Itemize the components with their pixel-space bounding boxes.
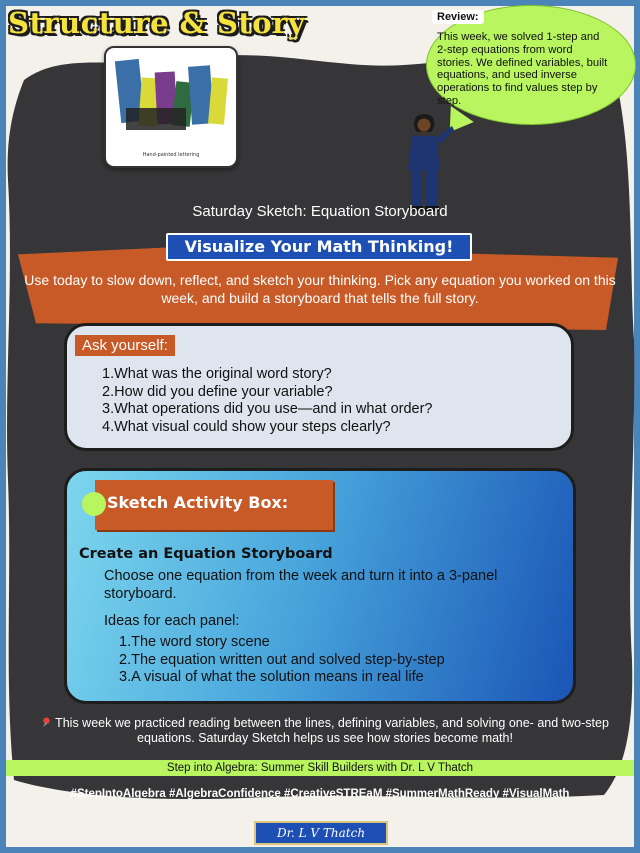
list-item: 2.The equation written out and solved step-by-step: [119, 651, 445, 668]
list-item: 4.What visual could show your steps clearly?: [102, 418, 391, 435]
saturday-logo: [104, 46, 238, 168]
pushpin-icon: [41, 717, 52, 728]
step-into-algebra-bar: Step into Algebra: Summer Skill Builders with Dr. L V Thatch: [6, 760, 634, 776]
activity-label: Sketch Activity Box:: [95, 480, 333, 530]
list-item: 1.The word story scene: [119, 634, 270, 650]
list-item: 3.What operations did you use—and in what order?: [102, 401, 433, 417]
teacher-figure-icon: [398, 112, 458, 212]
green-dot-decoration: [82, 492, 106, 516]
ask-yourself-label: Ask yourself:: [75, 335, 175, 356]
list-item: 1.What was the original word story?: [102, 366, 332, 382]
saturday-lettering-art: [106, 48, 236, 148]
sketch-subtitle: Saturday Sketch: Equation Storyboard: [192, 203, 448, 220]
list-item: 2.How did you define your variable?: [102, 383, 333, 400]
ideas-list: [119, 634, 445, 687]
review-label: Review:: [432, 10, 484, 24]
practice-summary-text: This week we practiced reading between the lines, defining variables, and solving one- and two-step equations. Saturday Sketch helps us see how stories become math!: [55, 716, 609, 745]
ideas-label: Ideas for each panel:: [104, 613, 240, 629]
intro-text: Use today to slow down, reflect, and sketch your thinking. Pick any equation you worked on this week, and build a storyboard that tells the full story.: [24, 272, 616, 306]
signature-badge: Dr. L V Thatch: [254, 821, 388, 845]
activity-heading: Create an Equation Storyboard: [79, 546, 333, 562]
visualize-banner: Visualize Your Math Thinking!: [166, 233, 472, 261]
ask-question-list: [102, 366, 432, 436]
practice-summary: [30, 716, 620, 746]
page-title: Structure & Story: [8, 6, 306, 40]
review-text: This week, we solved 1-step and 2-step equations from word stories. We defined variables, built equations, and used inverse operations to find values step by step.: [437, 31, 608, 107]
logo-caption: Hand-painted lettering: [142, 152, 200, 158]
list-item: 3.A visual of what the solution means in real life: [119, 669, 424, 685]
hashtag-line: #StepIntoAlgebra #AlgebraConfidence #CreativeSTREaM #SummerMathReady #VisualMath: [70, 788, 570, 800]
activity-body: Choose one equation from the week and turn it into a 3-panel storyboard.: [104, 568, 498, 602]
